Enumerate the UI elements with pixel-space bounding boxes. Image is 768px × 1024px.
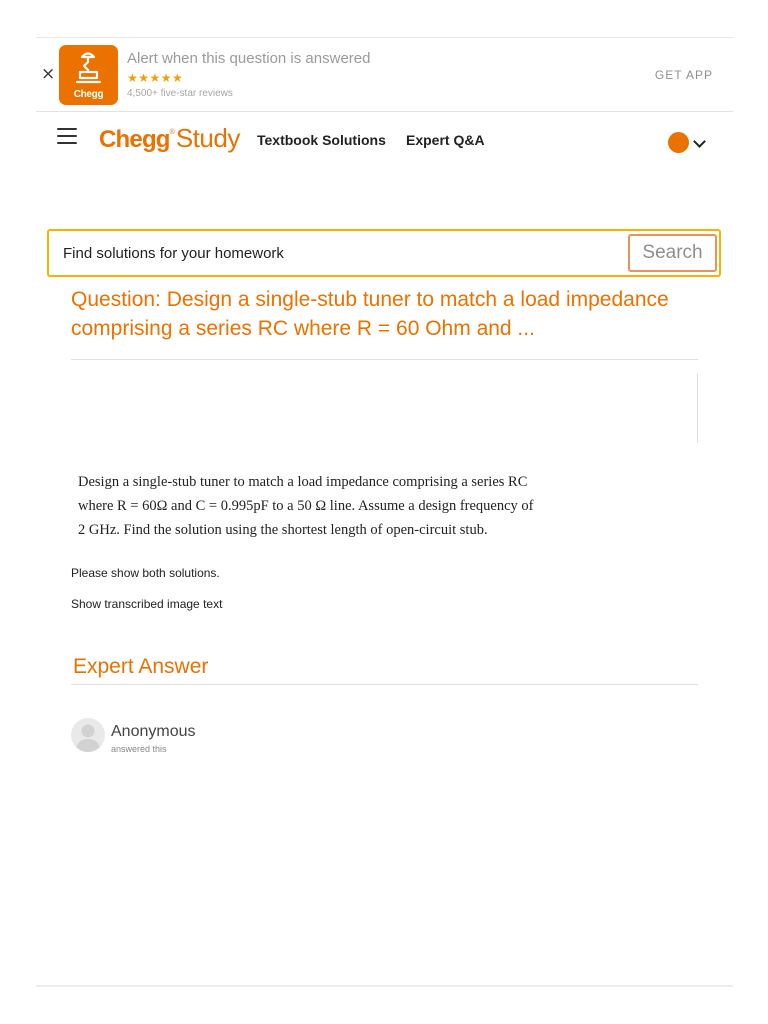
close-icon[interactable]: × [41,64,56,84]
chegg-study-logo[interactable] [99,123,240,154]
logo-registered-mark: ® [169,129,175,136]
reviews-count: 4,500+ five-star reviews [127,88,233,99]
footer-divider [36,985,733,987]
divider [71,684,698,685]
search-button[interactable]: Search [628,234,717,272]
question-title: Question: Design a single-stub tuner to match a load impedance comprising a series RC where R = 60 Ohm and ... [71,288,669,340]
hamburger-menu-icon[interactable] [57,128,77,146]
lamp-icon [73,51,104,85]
logo-chegg-text: Chegg [99,126,170,153]
question-image-line: 2 GHz. Find the solution using the shortest length of open-circuit stub. [78,522,488,538]
app-icon-label: Chegg [73,89,104,100]
chegg-app-icon[interactable] [59,45,118,105]
nav-link-textbook-solutions[interactable]: Textbook Solutions [257,132,386,148]
question-image [78,470,598,542]
logo-study-text: Study [175,123,240,153]
expert-answer-heading: Expert Answer [73,655,209,678]
banner-title: Alert when this question is answered [127,50,371,67]
app-install-banner [36,37,733,112]
anonymous-avatar-icon [71,718,105,752]
ad-placeholder [71,374,698,443]
rating-stars: ★★★★★ [127,71,184,85]
user-avatar-icon [668,132,689,153]
top-nav [0,112,768,167]
search-bar [47,229,721,277]
nav-link-expert-qa[interactable]: Expert Q&A [406,132,485,148]
account-menu-button[interactable] [668,130,712,154]
divider [71,359,698,360]
answered-meta: answered this [111,744,167,754]
chevron-down-icon [693,135,706,148]
show-transcribed-text-link[interactable]: Show transcribed image text [71,597,223,611]
question-image-line: Design a single-stub tuner to match a load impedance comprising a series RC [78,474,528,490]
search-input[interactable] [63,240,603,266]
answerer-name: Anonymous [111,723,196,740]
question-note: Please show both solutions. [71,566,220,580]
question-image-line: where R = 60Ω and C = 0.995pF to a 50 Ω line. Assume a design frequency of [78,498,534,514]
get-app-button[interactable]: GET APP [654,68,713,82]
